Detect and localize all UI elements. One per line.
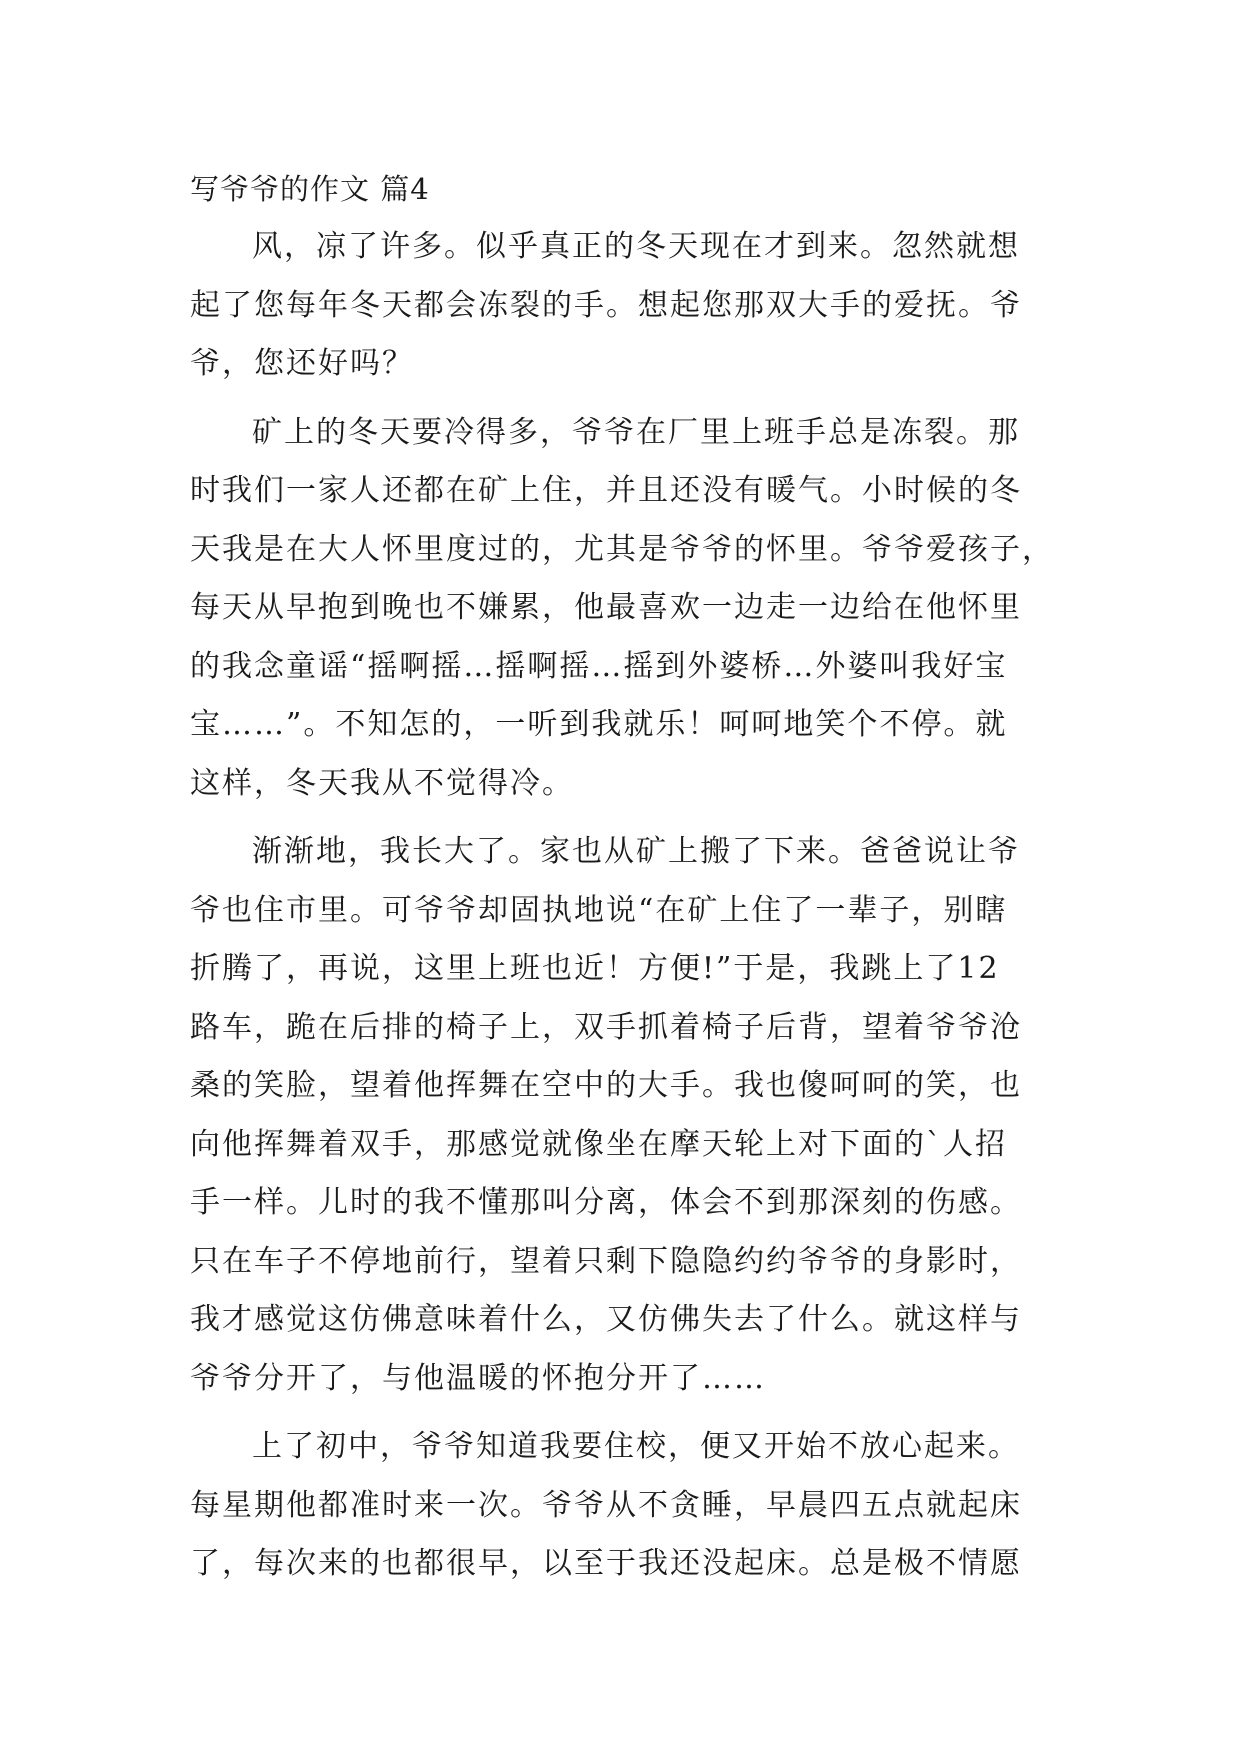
paragraph-4 [190, 1418, 1050, 1594]
paragraph-line: 天我是在大人怀里度过的，尤其是爷爷的怀里。爷爷爱孩子， [190, 531, 1054, 567]
paragraph-line: 起了您每年冬天都会冻裂的手。想起您那双大手的爱抚。爷 [190, 287, 1022, 323]
paragraph-line: 上了初中，爷爷知道我要住校，便又开始不放心起来。 [252, 1429, 1020, 1464]
paragraph-line: 爷爷分开了，与他温暖的怀抱分开了…… [190, 1360, 766, 1396]
paragraph-line: 了，每次来的也都很早，以至于我还没起床。总是极不情愿 [190, 1546, 1022, 1581]
paragraph-3 [190, 823, 1050, 1408]
paragraph-line: 只在车子不停地前行，望着只剩下隐隐约约爷爷的身影时， [190, 1243, 1022, 1279]
paragraph-line: 我才感觉这仿佛意味着什么，又仿佛失去了什么。就这样与 [190, 1302, 1022, 1337]
paragraph-line: 宝……”。不知怎的，一听到我就乐！呵呵地笑个不停。就 [190, 707, 1008, 742]
paragraph-line: 矿上的冬天要冷得多，爷爷在厂里上班手总是冻裂。那 [252, 414, 1020, 450]
document-page [190, 160, 1054, 1594]
paragraph-line: 折腾了，再说，这里上班也近！方便!”于是，我跳上了12 [190, 951, 1000, 986]
paragraph-line: 桑的笑脸，望着他挥舞在空中的大手。我也傻呵呵的笑，也 [190, 1068, 1022, 1103]
paragraph-line: 时我们一家人还都在矿上住，并且还没有暖气。小时候的冬 [190, 473, 1022, 508]
paragraph-line: 向他挥舞着双手，那感觉就像坐在摩天轮上对下面的`人招 [190, 1126, 1007, 1162]
paragraph-1 [190, 218, 1050, 394]
paragraph-line: 每星期他都准时来一次。爷爷从不贪睡，早晨四五点就起床 [190, 1487, 1022, 1523]
paragraph-line: 路车，跪在后排的椅子上，双手抓着椅子后背，望着爷爷沧 [190, 1009, 1022, 1045]
paragraph-line: 的我念童谣“摇啊摇…摇啊摇…摇到外婆桥…外婆叫我好宝 [190, 648, 1008, 684]
paragraph-line: 渐渐地，我长大了。家也从矿上搬了下来。爸爸说让爷 [252, 834, 1020, 869]
paragraph-line: 风，凉了许多。似乎真正的冬天现在才到来。忽然就想 [252, 229, 1020, 264]
paragraph-line: 每天从早抱到晚也不嫌累，他最喜欢一边走一边给在他怀里 [190, 590, 1022, 625]
paragraph-line: 这样，冬天我从不觉得冷。 [190, 765, 574, 801]
paragraph-line: 手一样。儿时的我不懂那叫分离，体会不到那深刻的伤感。 [190, 1185, 1022, 1220]
paragraph-2 [190, 404, 1054, 814]
paragraph-line: 爷，您还好吗？ [190, 346, 414, 381]
paragraph-line: 爷也住市里。可爷爷却固执地说“在矿上住了一辈子，别瞎 [190, 892, 1008, 928]
document-title: 写爷爷的作文 篇4 [190, 172, 430, 206]
